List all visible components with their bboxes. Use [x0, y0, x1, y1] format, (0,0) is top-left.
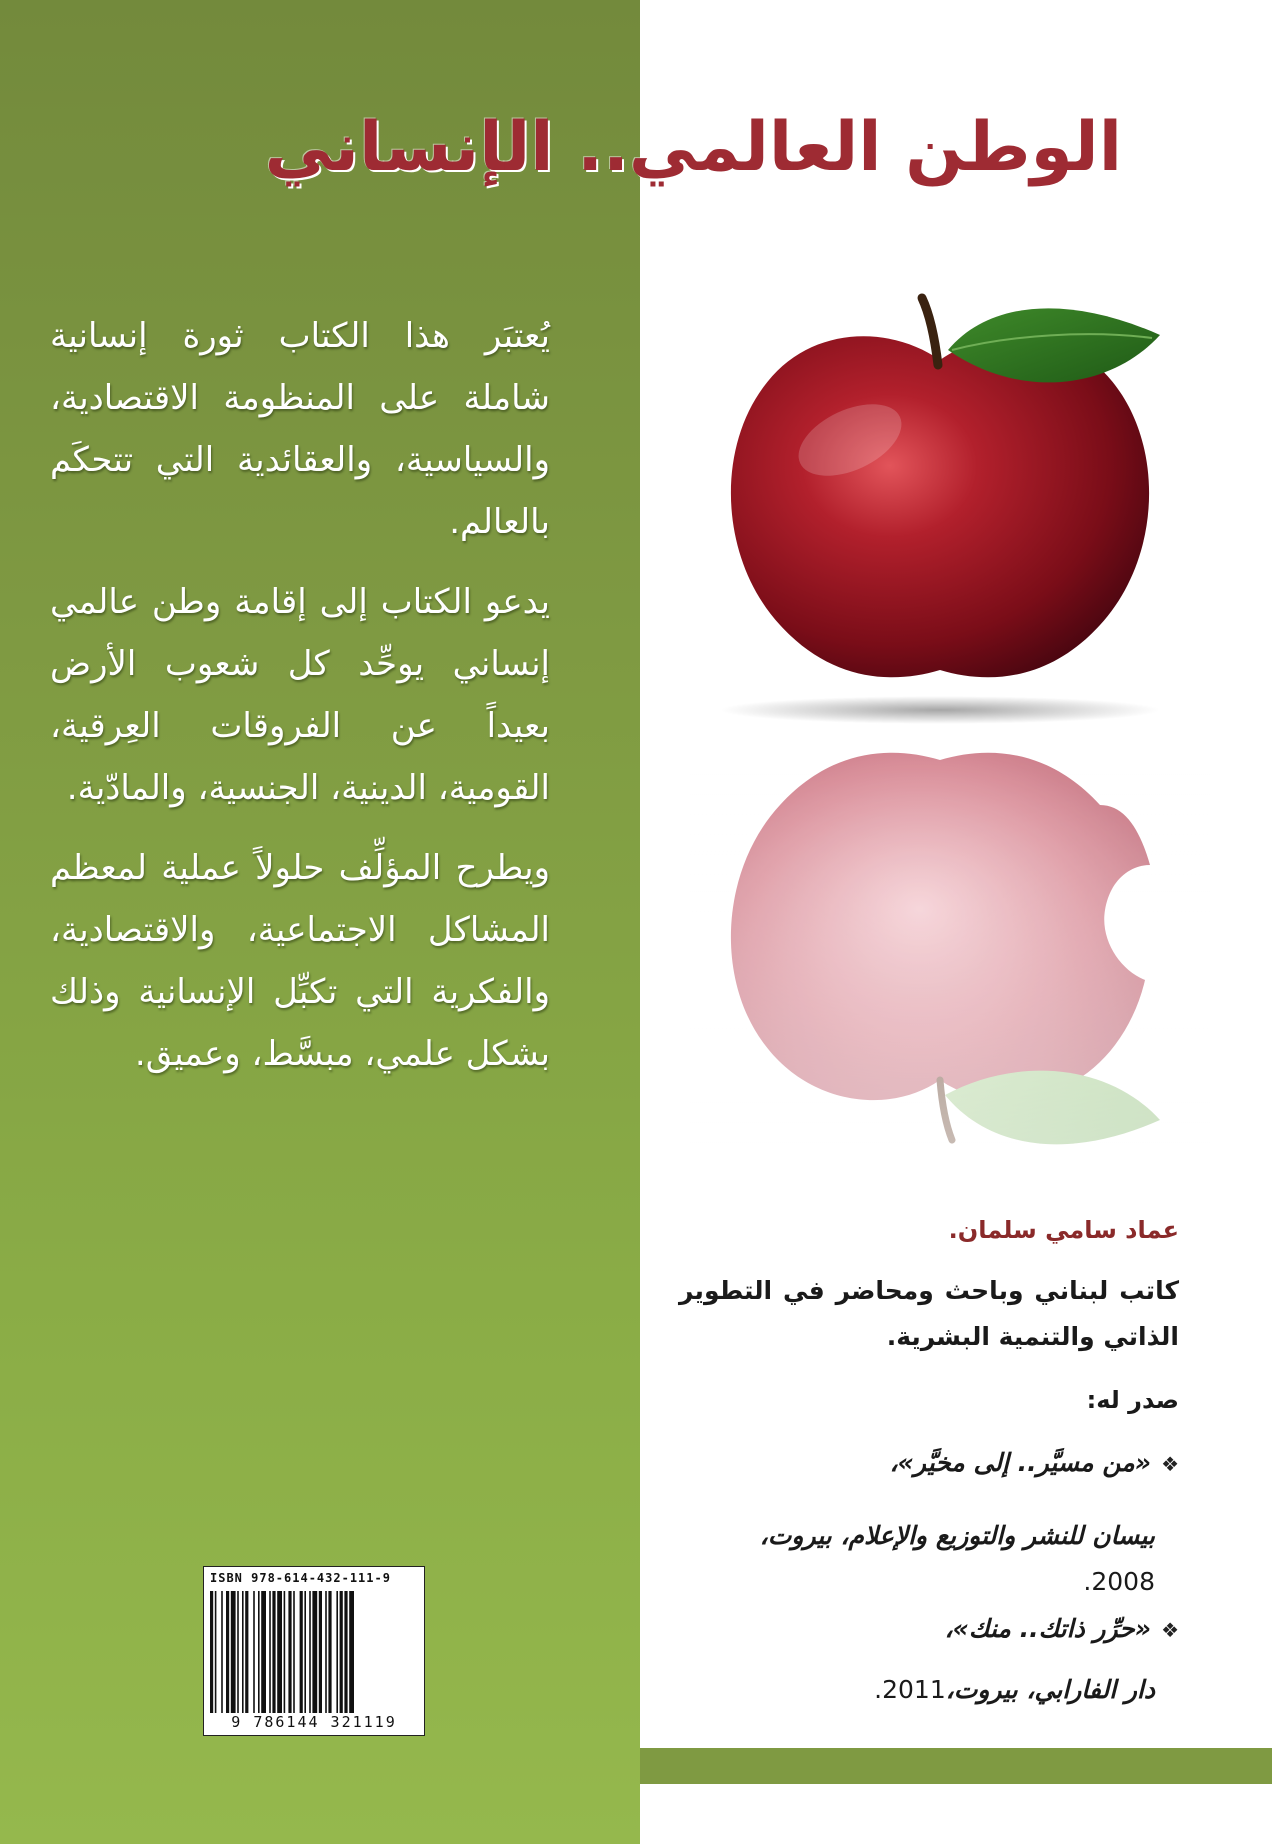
barcode-bar	[261, 1591, 266, 1713]
barcode-bars	[210, 1591, 418, 1713]
publication-item	[659, 1606, 1179, 1713]
publication-title: «من مسيَّر.. إلى مخيَّر»،	[889, 1448, 1151, 1477]
publication-year: 2011.	[874, 1675, 946, 1704]
bullet-diamond-icon: ❖	[1161, 1618, 1179, 1642]
barcode-bar	[293, 1591, 295, 1713]
barcode-bar	[304, 1591, 306, 1713]
barcode-bar	[258, 1591, 260, 1713]
bottom-green-strip	[640, 1748, 1272, 1784]
barcode-bar	[284, 1591, 286, 1713]
published-heading: صدر له:	[1086, 1386, 1179, 1414]
barcode-digits: 9 786144 321119	[231, 1713, 397, 1731]
isbn-barcode	[203, 1566, 425, 1736]
barcode-bar	[336, 1591, 338, 1713]
barcode-bar	[344, 1591, 347, 1713]
barcode-bar	[288, 1591, 291, 1713]
barcode-bar	[215, 1591, 217, 1713]
barcode-bar	[309, 1591, 311, 1713]
blurb-paragraph: يُعتبَر هذا الكتاب ثورة إنسانية شاملة على المنظومة الاقتصادية، والسياسية، والعقائدية التي تتحكَم بالعالم.	[50, 316, 550, 542]
barcode-bar	[231, 1591, 236, 1713]
apple-icon	[690, 290, 1210, 1150]
apple-illustration	[690, 290, 1210, 1150]
barcode-bar	[349, 1591, 354, 1713]
bullet-diamond-icon: ❖	[1161, 1452, 1179, 1476]
barcode-bar	[340, 1591, 343, 1713]
barcode-bar	[226, 1591, 229, 1713]
barcode-bar	[277, 1591, 282, 1713]
barcode-bar	[221, 1591, 223, 1713]
barcode-bar	[242, 1591, 244, 1713]
barcode-bar	[245, 1591, 248, 1713]
barcode-bar	[300, 1591, 303, 1713]
publication-year: 2008.	[1083, 1567, 1155, 1596]
publication-meta: دار الفارابي، بيروت،	[945, 1675, 1155, 1704]
book-blurb	[50, 305, 550, 1103]
blurb-paragraph: يدعو الكتاب إلى إقامة وطن عالمي إنساني يوحِّد كل شعوب الأرض بعيداً عن الفروقات العِرقية، القومية، الدينية، الجنسية، والمادّية.	[50, 582, 550, 808]
barcode-bar	[253, 1591, 255, 1713]
publication-meta: بيسان للنشر والتوزيع والإعلام، بيروت،	[759, 1521, 1155, 1550]
author-name: عماد سامي سلمان.	[948, 1216, 1179, 1244]
blurb-paragraph: ويطرح المؤلِّف حلولاً عملية لمعظم المشاكل الاجتماعية، والاقتصادية، والفكرية التي تكبِّل الإنسانية وذلك بشكل علمي، مبسَّط، وعميق.	[50, 848, 550, 1074]
book-title: الوطن العالمي.. الإنساني	[264, 108, 1122, 187]
publication-title: «حرِّر ذاتك.. منك»،	[944, 1614, 1151, 1643]
barcode-bar	[269, 1591, 271, 1713]
barcode-bar	[325, 1591, 327, 1713]
barcode-bar	[328, 1591, 331, 1713]
barcode-bar	[272, 1591, 275, 1713]
author-bio: كاتب لبناني وباحث ومحاضر في التطوير الذاتي والتنمية البشرية.	[679, 1276, 1179, 1351]
barcode-bar	[237, 1591, 239, 1713]
publication-item	[659, 1440, 1179, 1605]
isbn-label: ISBN 978-614-432-111-9	[210, 1571, 391, 1585]
barcode-bar	[312, 1591, 317, 1713]
barcode-bar	[210, 1591, 213, 1713]
barcode-bar	[319, 1591, 322, 1713]
